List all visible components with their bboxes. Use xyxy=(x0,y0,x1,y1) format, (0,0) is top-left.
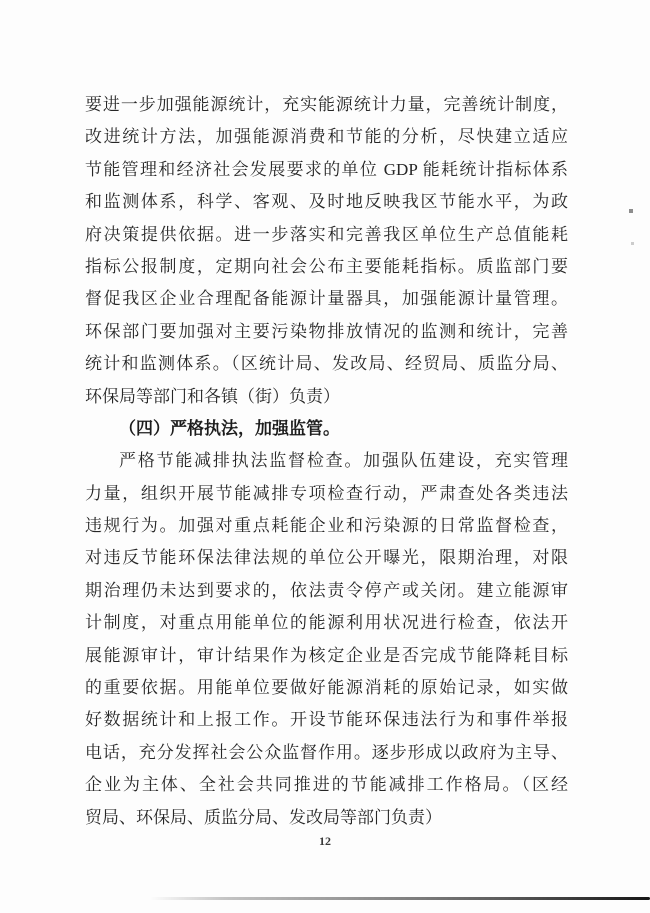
text-line: 对违反节能环保法律法规的单位公开曝光，限期治理，对限 xyxy=(85,548,568,568)
scan-speck xyxy=(631,242,634,245)
text-line: 环保局等部门和各镇（街）负责） xyxy=(85,386,340,406)
text-line: 改进统计方法，加强能源消费和节能的分析，尽快建立适应 xyxy=(85,127,568,147)
page-number: 12 xyxy=(319,834,331,848)
text-line: 期治理仍未达到要求的，依法责令停产或关闭。建立能源审 xyxy=(85,580,568,600)
text-line: 展能源审计，审计结果作为核定企业是否完成节能降耗目标 xyxy=(85,645,568,665)
text-line: 统计和监测体系。（区统计局、发改局、经贸局、质监分局、 xyxy=(85,354,568,374)
text-line: 贸局、环保局、质监分局、发改局等部门负责） xyxy=(85,807,442,827)
text-line: 和监测体系，科学、客观、及时地反映我区节能水平，为政 xyxy=(85,192,568,212)
text-line: 要进一步加强能源统计，充实能源统计力量，完善统计制度， xyxy=(85,95,568,114)
text-line: 节能管理和经济社会发展要求的单位 GDP 能耗统计指标体系 xyxy=(85,159,568,179)
text-block xyxy=(85,89,568,834)
text-line: 督促我区企业合理配备能源计量器具，加强能源计量管理。 xyxy=(85,289,568,309)
text-line: 计制度，对重点用能单位的能源利用状况进行检查，依法开 xyxy=(85,613,568,633)
scan-edge-line xyxy=(150,897,650,900)
text-line: 力量，组织开展节能减排专项检查行动，严肃查处各类违法 xyxy=(85,483,568,503)
scan-speck xyxy=(629,209,633,213)
text-line: 企业为主体、全社会共同推进的节能减排工作格局。（区经 xyxy=(85,775,568,795)
text-line: 好数据统计和上报工作。开设节能环保违法行为和事件举报 xyxy=(85,710,568,730)
text-line: 违规行为。加强对重点耗能企业和污染源的日常监督检查， xyxy=(85,516,568,536)
section-heading: （四）严格执法，加强监管。 xyxy=(119,418,340,438)
text-line: 府决策提供依据。进一步落实和完善我区单位生产总值能耗 xyxy=(85,224,568,244)
text-line: 严格节能减排执法监督检查。加强队伍建设，充实管理 xyxy=(119,451,568,471)
text-line: 环保部门要加强对主要污染物排放情况的监测和统计，完善 xyxy=(85,321,568,341)
text-line: 指标公报制度，定期向社会公布主要能耗指标。质监部门要 xyxy=(85,256,568,276)
text-line: 的重要依据。用能单位要做好能源消耗的原始记录，如实做 xyxy=(85,678,568,698)
text-line: 电话，充分发挥社会公众监督作用。逐步形成以政府为主导、 xyxy=(85,742,568,762)
